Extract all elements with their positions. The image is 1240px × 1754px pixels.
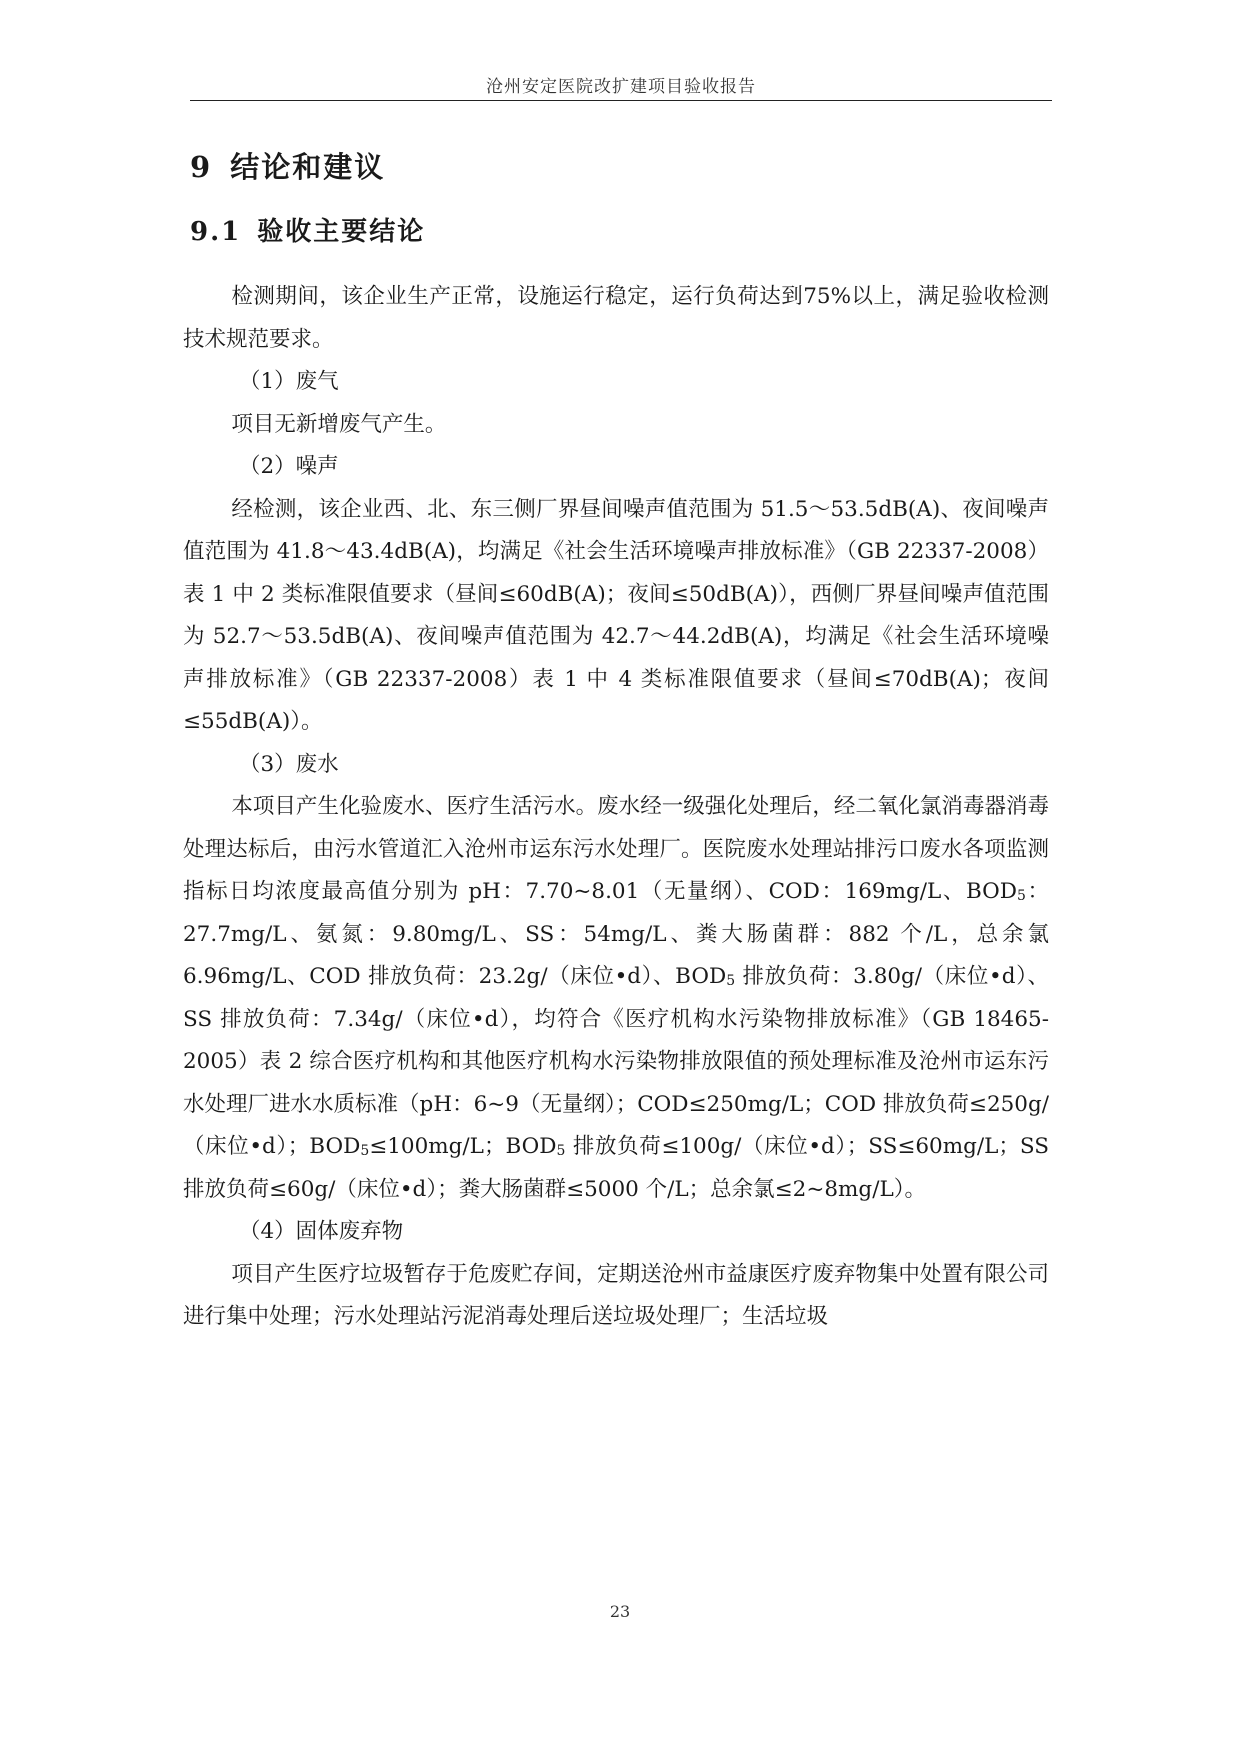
intro-paragraph: 检测期间，该企业生产正常，设施运行稳定，运行负荷达到75%以上，满足验收检测技术规范要求。: [183, 284, 1049, 352]
wastewater-text-1: 本项目产生化验废水、医疗生活污水。废水经一级强化处理后，经二氧化氯消毒器消毒处理达标后，由污水管道汇入沧州市运东污水处理厂。医院废水处理站排污口废水各项监测指标日均浓度最高值分别为 pH：7.70~8.01（无量纲）、COD：169mg/L、BOD: [183, 794, 1049, 904]
chapter-title: 结论和建议: [230, 150, 386, 184]
section-title: 验收主要结论: [257, 217, 426, 247]
subsection-heading-noise: （2）噪声: [239, 454, 339, 479]
solid-waste-paragraph: 项目产生医疗垃圾暂存于危废贮存间，定期送沧州市益康医疗废弃物集中处置有限公司进行集中处理；污水处理站污泥消毒处理后送垃圾处理厂；生活垃圾: [183, 1261, 1049, 1329]
page-number: 23: [609, 1602, 631, 1621]
subsection-heading-exhaust-gas: （1）废气: [239, 369, 339, 394]
wastewater-paragraph: [183, 786, 1049, 1211]
subscript-5: 5: [1017, 888, 1026, 905]
noise-paragraph: 经检测，该企业西、北、东三侧厂界昼间噪声值范围为 51.5～53.5dB(A)、夜间噪声值范围为 41.8～43.4dB(A)，均满足《社会生活环境噪声排放标准》（GB 22337-2008）表 1 中 2 类标准限值要求（昼间≤60dB(A)；夜间≤50dB(A)），西侧厂界昼间噪声值范围为 52.7～53.5dB(A)、夜间噪声值范围为 42.7～44.2dB(A)，均满足《社会生活环境噪声排放标准》（GB 22337-2008）表 1 中 4 类标准限值要求（昼间≤70dB(A)；夜间≤55dB(A)）。: [183, 496, 1049, 734]
subscript-5: 5: [360, 1143, 370, 1160]
section-number: 9.1: [190, 217, 242, 247]
chapter-heading: [190, 145, 385, 186]
exhaust-gas-paragraph: 项目无新增废气产生。: [231, 411, 447, 437]
subscript-5: 5: [726, 973, 736, 990]
subscript-5: 5: [556, 1143, 566, 1160]
section-heading: [190, 211, 425, 248]
running-header: 沧州安定医院改扩建项目验收报告: [486, 77, 756, 97]
wastewater-text-2: ：27.7mg/L、氨氮：9.80mg/L、SS：54mg/L、粪大肠菌群：882 个/L，总余氯 6.96mg/L、COD 排放负荷：23.2g/（床位•d）、BOD: [183, 879, 1049, 989]
subsection-heading-wastewater: （3）废水: [239, 751, 339, 777]
wastewater-text-5: 排放负荷≤100g/（床位•d）；SS≤60mg/L；SS 排放负荷≤60g/（床位•d）；粪大肠菌群≤5000 个/L；总余氯≤2~8mg/L）。: [183, 1134, 1049, 1202]
header-rule: [190, 100, 1052, 101]
wastewater-text-4: ≤100mg/L；BOD: [369, 1134, 557, 1159]
body-text: [183, 276, 1049, 1339]
wastewater-text-3: 排放负荷：3.80g/（床位•d）、SS 排放负荷：7.34g/（床位•d），均符合《医疗机构水污染物排放标准》（GB 18465-2005）表 2 综合医疗机构和其他医疗机构水污染物排放限值的预处理标准及沧州市运东污水处理厂进水水质标准（pH：6~9（无量纲）；COD≤250mg/L；COD 排放负荷≤250g/（床位•d）；BOD: [183, 964, 1049, 1159]
chapter-number: 9: [190, 150, 213, 184]
subsection-heading-solid-waste: （4）固体废弃物: [239, 1219, 404, 1244]
